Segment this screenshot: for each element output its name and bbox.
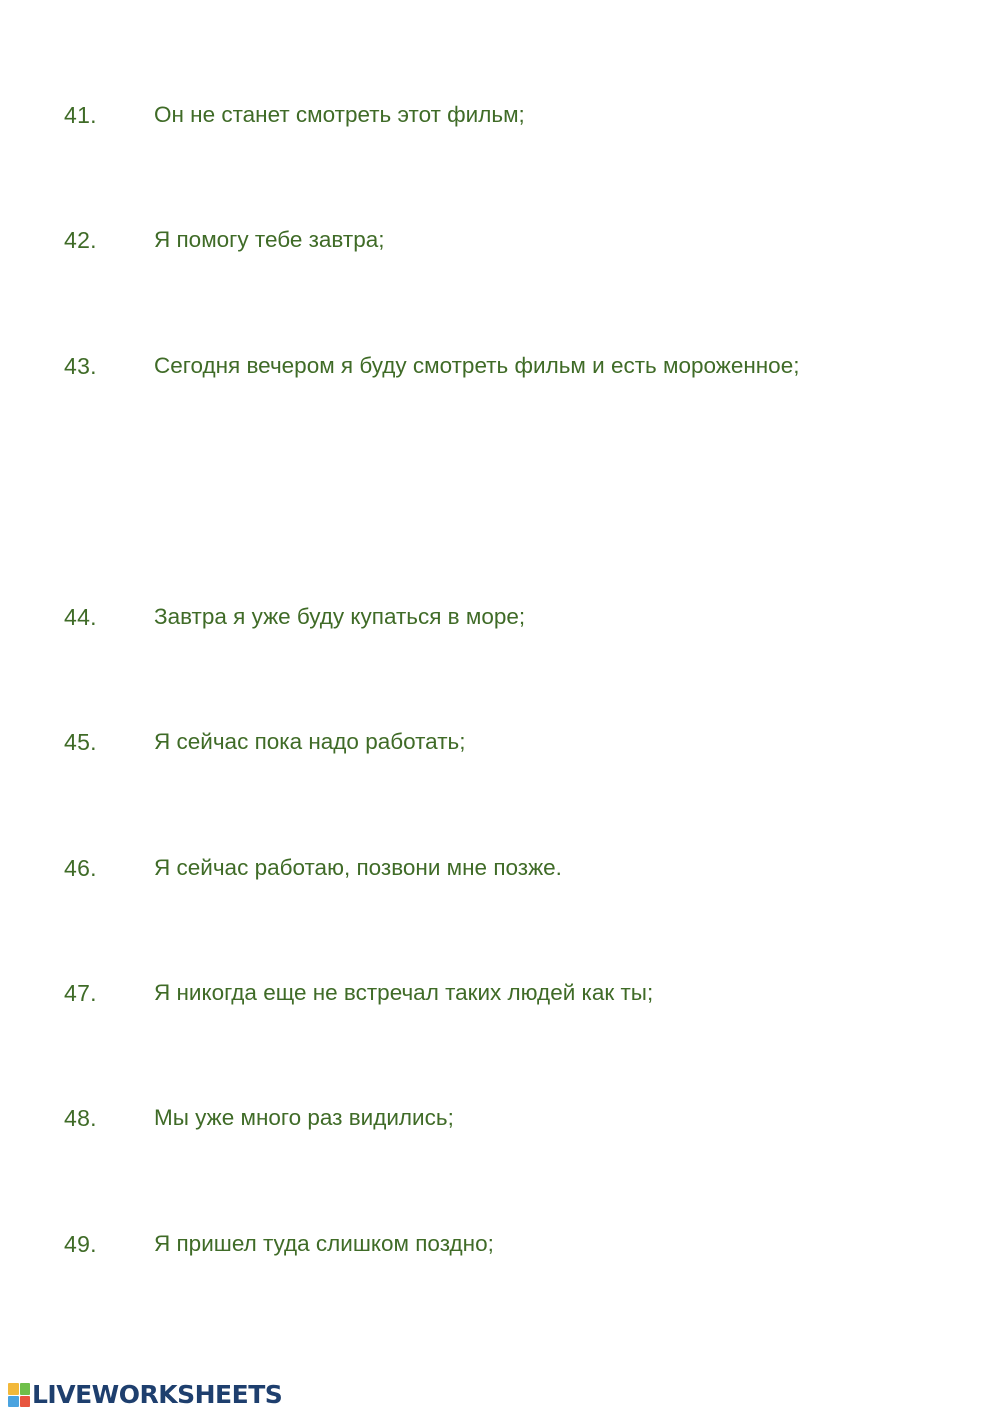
list-item — [0, 98, 1000, 132]
item-text: Я сейчас пока надо работать; — [154, 729, 466, 754]
logo-text: LIVEWORKSHEETS — [32, 1380, 283, 1409]
list-item — [0, 223, 1000, 257]
item-text: Завтра я уже буду купаться в море; — [154, 604, 526, 629]
item-number: 43. — [64, 353, 97, 379]
liveworksheets-logo-icon — [8, 1383, 30, 1407]
list-item — [0, 349, 1000, 383]
list-item — [0, 976, 1000, 1010]
item-number: 42. — [64, 227, 97, 253]
item-number: 44. — [64, 604, 97, 630]
item-text: Я помогу тебе завтра; — [154, 227, 385, 252]
item-text: Я никогда еще не встречал таких людей как ты; — [154, 980, 654, 1005]
liveworksheets-logo[interactable] — [8, 1379, 282, 1411]
item-number: 41. — [64, 102, 97, 128]
item-number: 45. — [64, 729, 97, 755]
item-text: Я пришел туда слишком поздно; — [154, 1231, 494, 1256]
item-number: 47. — [64, 980, 97, 1006]
item-text: Он не станет смотреть этот фильм; — [154, 102, 525, 127]
list-item — [0, 1227, 1000, 1261]
item-number: 46. — [64, 855, 97, 881]
list-item — [0, 725, 1000, 759]
item-number: 48. — [64, 1105, 97, 1131]
item-text: Я сейчас работаю, позвони мне позже. — [154, 855, 562, 880]
list-item — [0, 1101, 1000, 1135]
item-text: Сегодня вечером я буду смотреть фильм и есть мороженное; — [154, 353, 800, 378]
list-item — [0, 600, 1000, 634]
list-item — [0, 851, 1000, 885]
item-text: Мы уже много раз видились; — [154, 1105, 454, 1130]
item-number: 49. — [64, 1231, 97, 1257]
